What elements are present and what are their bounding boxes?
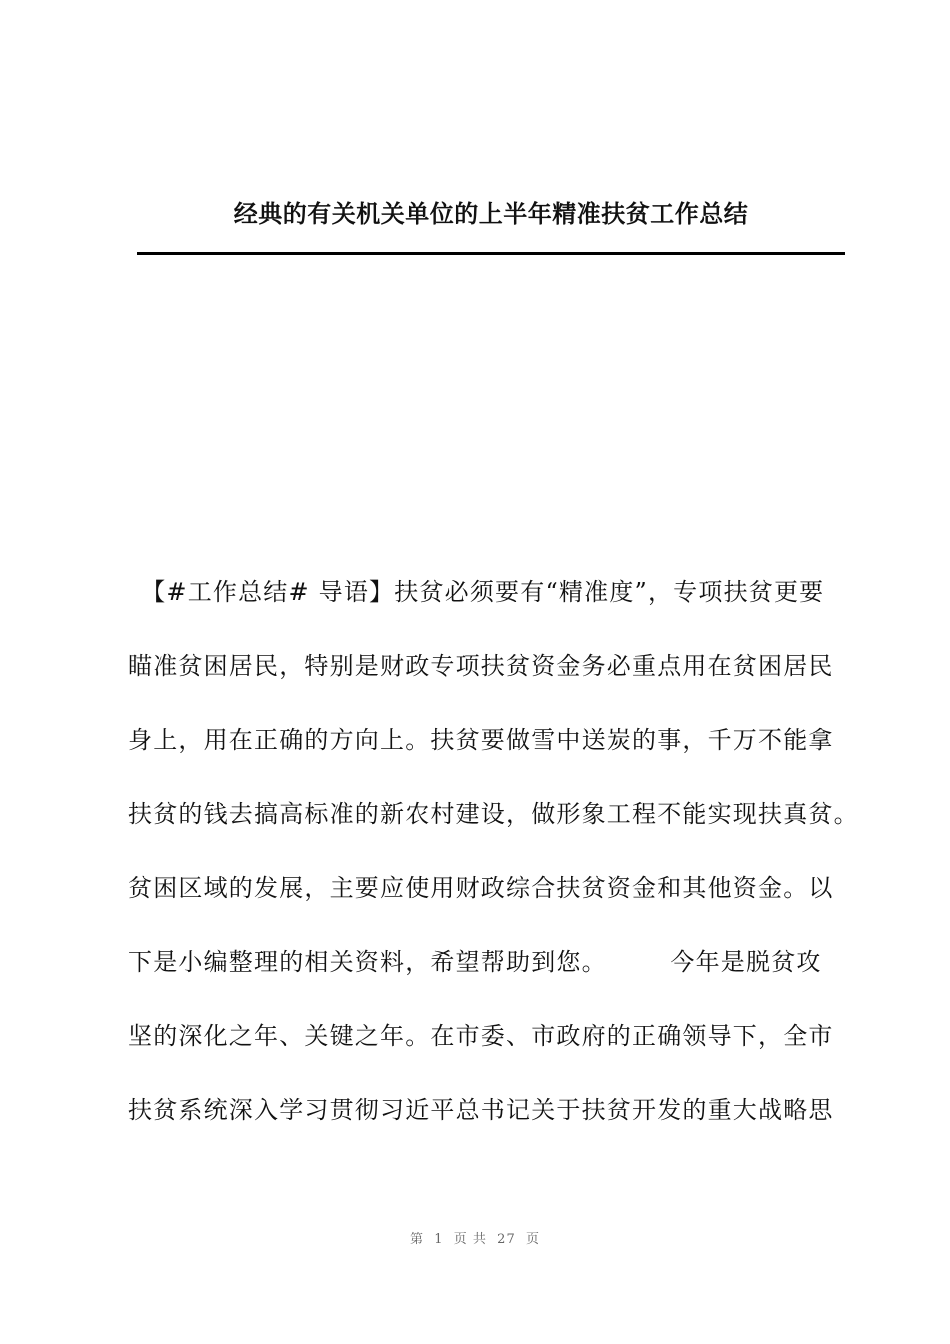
body-line: 瞄准贫困居民，特别是财政专项扶贫资金务必重点用在贫困居民 — [128, 652, 834, 680]
body-line: 【#工作总结# 导语】扶贫必须要有“精准度”，专项扶贫更要 — [128, 578, 825, 606]
document-title: 经典的有关机关单位的上半年精准扶贫工作总结 — [233, 200, 749, 228]
document-body — [128, 565, 868, 1157]
page-number-footer: 第 1 页 共 27 页 — [409, 1232, 540, 1247]
body-line: 身上，用在正确的方向上。扶贫要做雪中送炭的事，千万不能拿 — [128, 726, 834, 754]
body-line: 扶贫系统深入学习贯彻习近平总书记关于扶贫开发的重大战略思 — [128, 1096, 834, 1124]
body-line: 下是小编整理的相关资料，希望帮助到您。 今年是脱贫攻 — [128, 948, 822, 976]
body-line: 坚的深化之年、关键之年。在市委、市政府的正确领导下，全市 — [128, 1022, 834, 1050]
body-line: 扶贫的钱去搞高标准的新农村建设，做形象工程不能实现扶真贫。 — [128, 800, 859, 828]
title-underline — [137, 252, 845, 255]
body-line: 贫困区域的发展，主要应使用财政综合扶贫资金和其他资金。以 — [128, 874, 834, 902]
